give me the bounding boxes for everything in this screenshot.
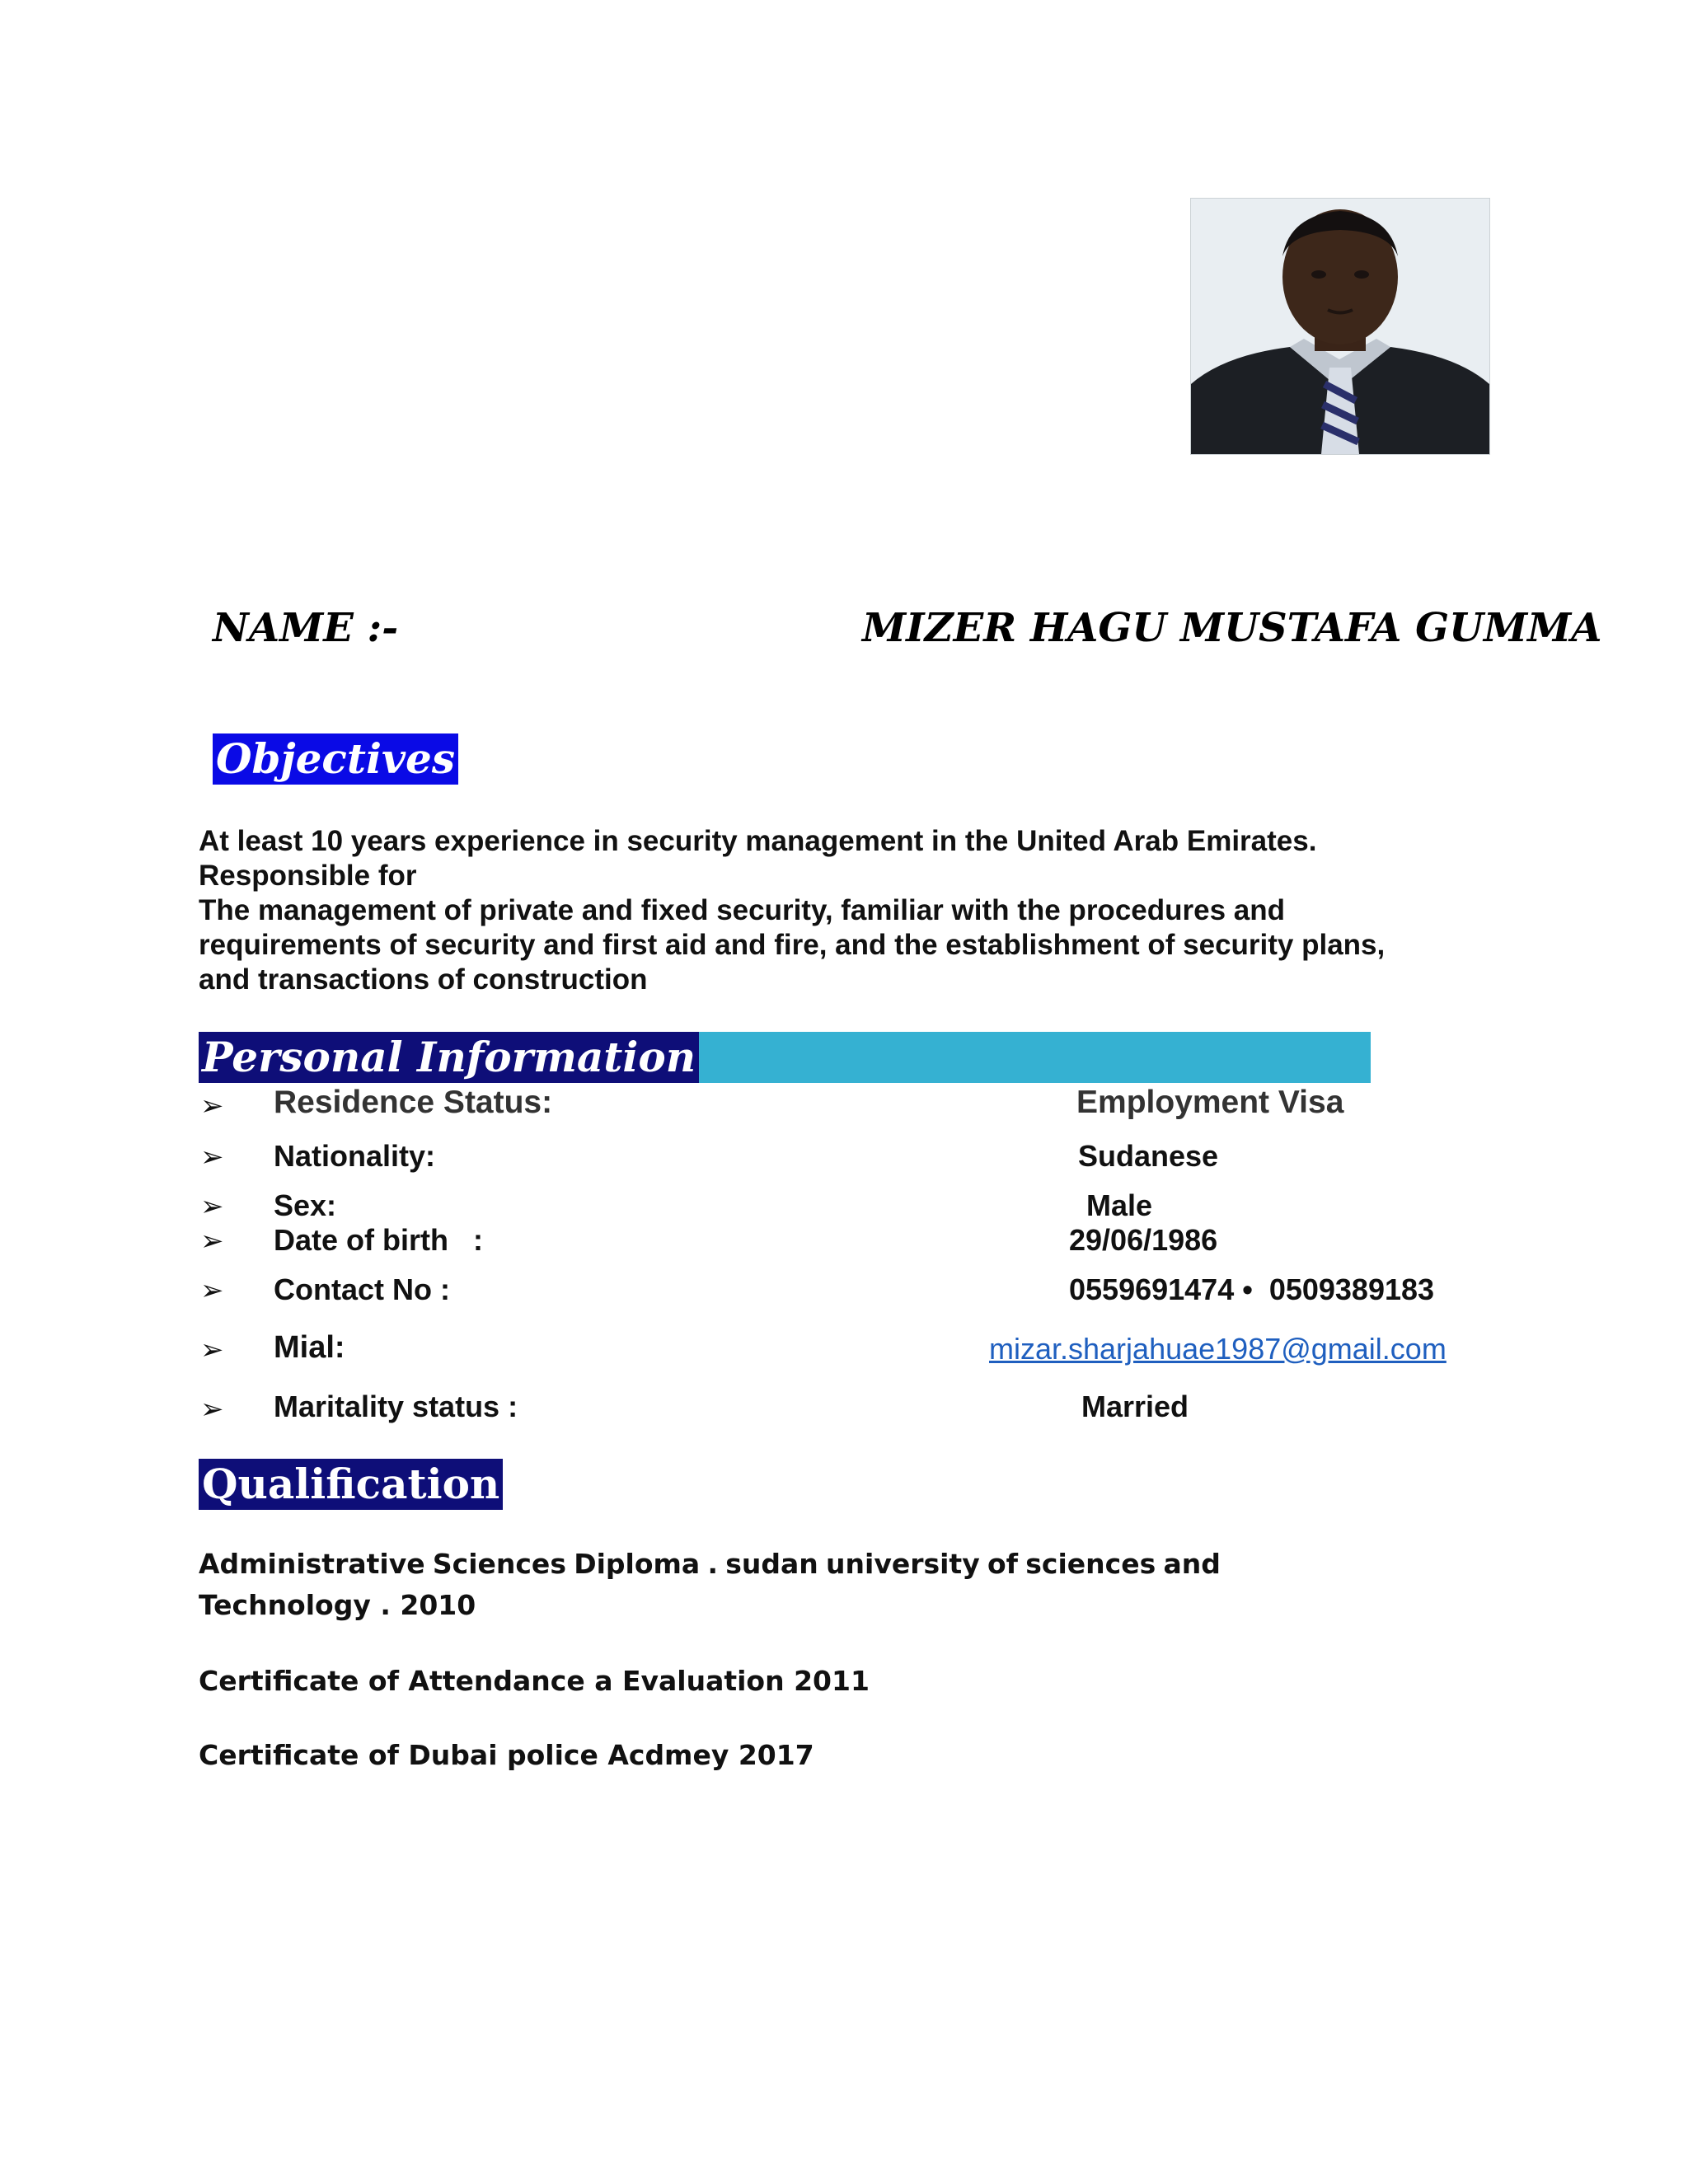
arrow-bullet-icon: ➢ bbox=[200, 1191, 224, 1222]
date-of-birth-value: 29/06/1986 bbox=[1069, 1223, 1218, 1257]
certificate-attendance: Certificate of Attendance a Evaluation 2011 bbox=[199, 1665, 870, 1697]
name-value: MIZER HAGU MUSTAFA GUMMA bbox=[862, 605, 1602, 651]
sex-label: Sex: bbox=[274, 1188, 337, 1222]
qualification-word: sciences bbox=[1025, 1548, 1156, 1580]
date-of-birth-label: Date of birth : bbox=[274, 1223, 483, 1257]
qualification-heading: Qualification bbox=[199, 1459, 503, 1510]
objectives-line: requirements of security and first aid and fire, and the establishment of security plans, bbox=[199, 929, 1386, 961]
arrow-bullet-icon: ➢ bbox=[200, 1334, 224, 1366]
arrow-bullet-icon: ➢ bbox=[200, 1394, 224, 1425]
qualification-word: . bbox=[707, 1548, 718, 1580]
nationality-value: Sudanese bbox=[1078, 1139, 1219, 1173]
portrait-image bbox=[1191, 199, 1489, 454]
marital-status-value: Married bbox=[1081, 1390, 1189, 1423]
contact-no-value: 0559691474 • 0509389183 bbox=[1069, 1272, 1435, 1306]
personal-info-heading: Personal Information bbox=[199, 1032, 699, 1083]
mail-label: Mial: bbox=[274, 1330, 345, 1365]
qualification-word: Administrative bbox=[199, 1548, 425, 1580]
qualification-word: sudan bbox=[725, 1548, 818, 1580]
objectives-heading: Objectives bbox=[213, 733, 458, 785]
arrow-bullet-icon: ➢ bbox=[200, 1141, 224, 1173]
qualification-line bbox=[199, 1548, 1221, 1580]
residence-status-label: Residence Status: bbox=[274, 1085, 553, 1120]
nationality-label: Nationality: bbox=[274, 1139, 436, 1173]
qualification-word: Diploma bbox=[574, 1548, 701, 1580]
certificate-dubai-police: Certificate of Dubai police Acdmey 2017 bbox=[199, 1739, 814, 1771]
objectives-line: and transactions of construction bbox=[199, 963, 648, 996]
sex-value: Male bbox=[1086, 1188, 1153, 1222]
objectives-line: The management of private and fixed security, familiar with the procedures and bbox=[199, 894, 1286, 926]
objectives-line: At least 10 years experience in security management in the United Arab Emirates. bbox=[199, 825, 1317, 857]
name-label: NAME :- bbox=[213, 605, 399, 651]
arrow-bullet-icon: ➢ bbox=[200, 1275, 224, 1306]
contact-no-label: Contact No : bbox=[274, 1272, 450, 1306]
objectives-line: Responsible for bbox=[199, 860, 417, 892]
qualification-word: of bbox=[987, 1548, 1019, 1580]
email-link[interactable]: mizar.sharjahuae1987@gmail.com bbox=[989, 1332, 1447, 1366]
marital-status-label: Maritality status : bbox=[274, 1390, 518, 1423]
qualification-line: Technology . 2010 bbox=[199, 1589, 476, 1621]
arrow-bullet-icon: ➢ bbox=[200, 1090, 224, 1122]
qualification-word: and bbox=[1163, 1548, 1221, 1580]
portrait-photo bbox=[1190, 198, 1490, 455]
residence-status-value: Employment Visa bbox=[1076, 1085, 1344, 1120]
objectives-text bbox=[199, 824, 1484, 997]
arrow-bullet-icon: ➢ bbox=[200, 1226, 224, 1257]
qualification-word: university bbox=[826, 1548, 980, 1580]
qualification-word: Sciences bbox=[432, 1548, 566, 1580]
